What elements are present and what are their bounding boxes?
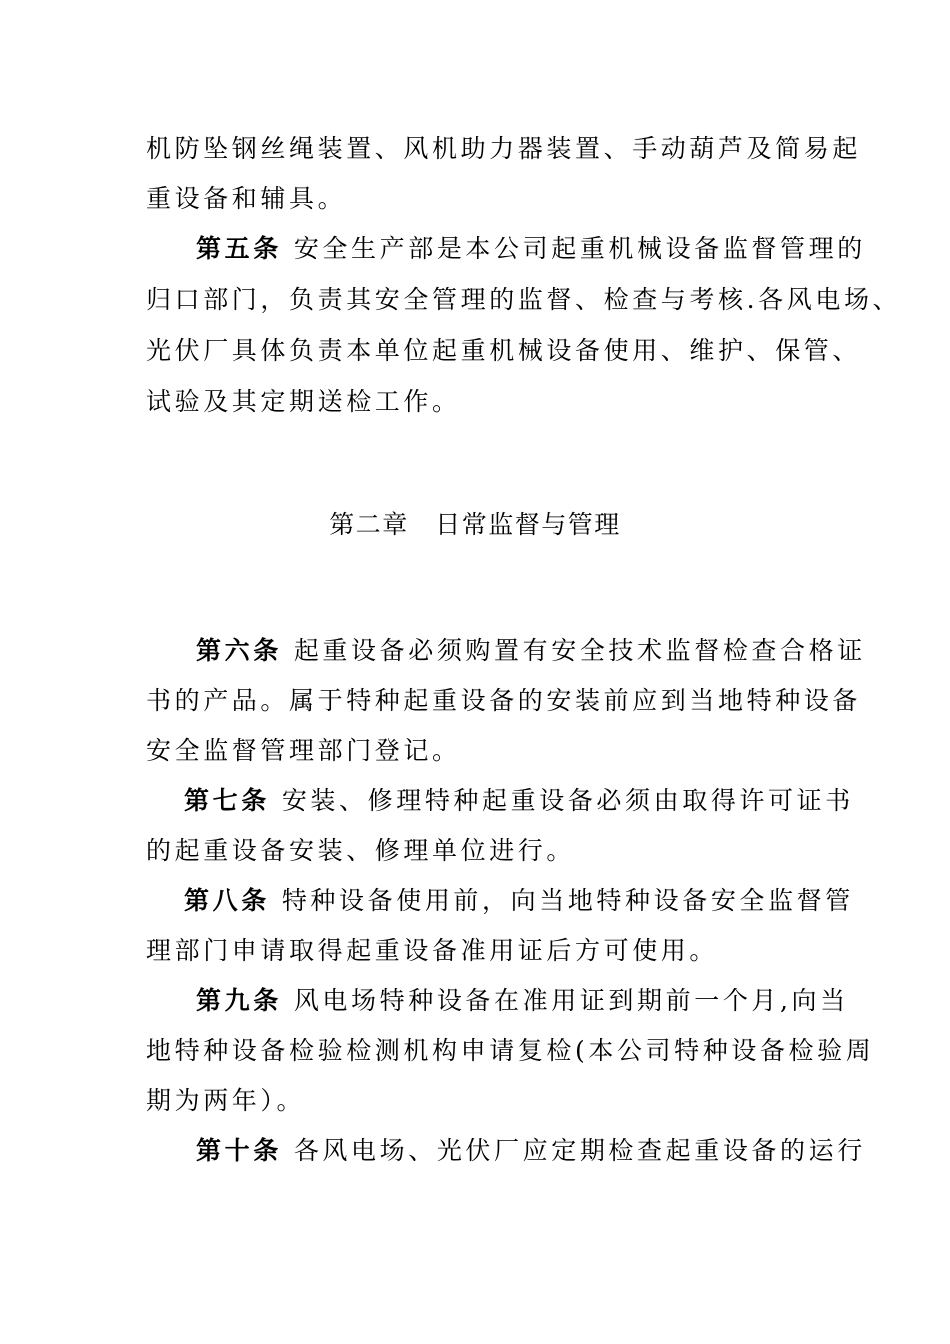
article-8-line-2: 理部门申请取得起重设备准用证后方可使用。	[146, 936, 719, 965]
article-9-line-1	[196, 986, 849, 1016]
article-9-line-2: 地特种设备检验检测机构申请复检(本公司特种设备检验周	[146, 1036, 875, 1065]
article-7-line-2: 的起重设备安装、修理单位进行。	[146, 836, 576, 865]
article-5-text-1: 安全生产部是本公司起重机械设备监督管理的	[293, 234, 866, 263]
chapter-heading: 第二章 日常监督与管理	[329, 510, 621, 539]
article-5-line-3: 光伏厂具体负责本单位起重机械设备使用、维护、保管、	[146, 336, 862, 365]
article-9-line-3: 期为两年）。	[146, 1086, 306, 1115]
article-7-text-1: 安装、修理特种起重设备必须由取得许可证书	[281, 786, 854, 815]
article-5-line-2: 归口部门，负责其安全管理的监督、检查与考核.各风电场、	[146, 285, 902, 314]
article-10-text-1: 各风电场、光伏厂应定期检查起重设备的运行	[293, 1136, 866, 1165]
article-6-line-1	[196, 636, 866, 666]
article-6-line-2: 书的产品。属于特种起重设备的安装前应到当地特种设备	[146, 686, 862, 715]
paragraph-continuation-line-1: 机防坠钢丝绳装置、风机助力器装置、手动葫芦及简易起	[146, 134, 862, 163]
article-6-line-3: 安全监督管理部门登记。	[146, 736, 461, 765]
article-6-text-1: 起重设备必须购置有安全技术监督检查合格证	[293, 636, 866, 665]
article-8-number: 第八条	[184, 886, 270, 915]
article-7-number: 第七条	[184, 786, 270, 815]
article-10-number: 第十条	[196, 1136, 282, 1165]
article-5-line-1	[196, 234, 866, 264]
article-9-number: 第九条	[196, 986, 282, 1015]
article-8-text-1: 特种设备使用前，向当地特种设备安全监督管	[281, 886, 854, 915]
article-10-line-1	[196, 1136, 866, 1166]
article-5-line-4: 试验及其定期送检工作。	[146, 387, 461, 416]
article-7-line-1	[184, 786, 854, 816]
paragraph-continuation-line-2: 重设备和辅具。	[146, 184, 347, 213]
article-5-number: 第五条	[196, 234, 282, 263]
article-8-line-1	[184, 886, 854, 916]
article-6-number: 第六条	[196, 636, 282, 665]
article-9-text-1: 风电场特种设备在准用证到期前一个月,向当	[293, 986, 849, 1015]
